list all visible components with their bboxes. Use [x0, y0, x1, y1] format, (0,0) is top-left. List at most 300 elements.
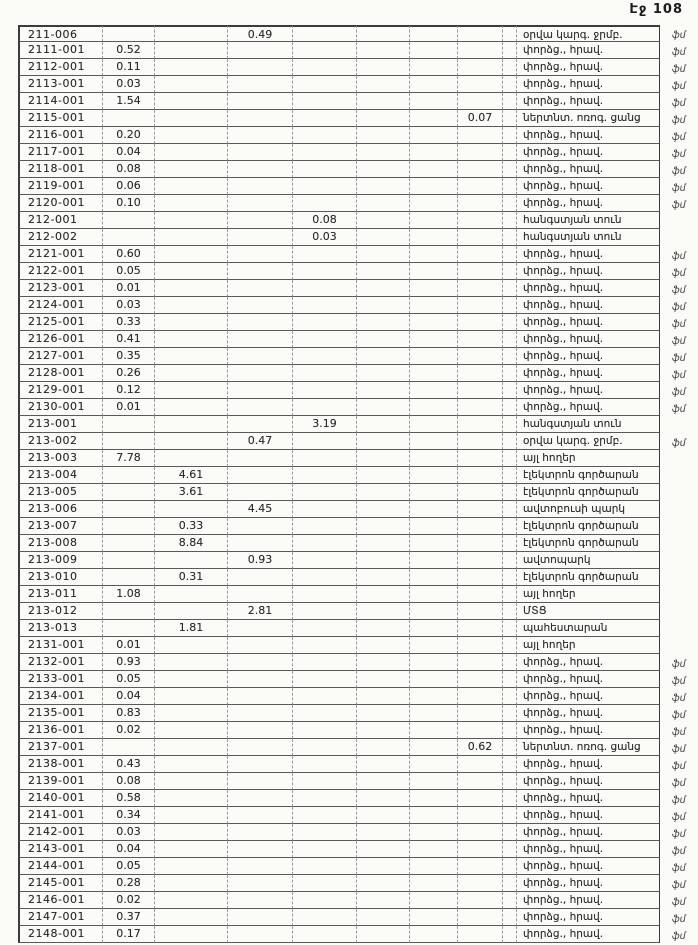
area-value-cell	[503, 552, 517, 569]
area-value-cell	[458, 518, 503, 535]
area-value-cell	[155, 892, 228, 909]
area-value-cell: 0.93	[228, 552, 293, 569]
area-value-cell	[503, 654, 517, 671]
area-value-cell: 0.37	[103, 909, 155, 926]
area-value-cell	[155, 841, 228, 858]
parcel-id-cell: 213-013	[18, 620, 103, 637]
area-value-cell	[458, 620, 503, 637]
area-value-cell	[503, 399, 517, 416]
area-value-cell	[228, 892, 293, 909]
area-value-cell	[293, 93, 357, 110]
area-value-cell	[503, 59, 517, 76]
area-value-cell: 4.45	[228, 501, 293, 518]
margin-mark: ֆմ	[672, 353, 686, 364]
area-value-cell	[458, 433, 503, 450]
area-value-cell	[458, 297, 503, 314]
area-value-cell: 0.02	[103, 892, 155, 909]
area-value-cell	[228, 484, 293, 501]
area-value-cell: 1.08	[103, 586, 155, 603]
area-value-cell	[228, 348, 293, 365]
area-value-cell	[293, 824, 357, 841]
margin-mark: ֆմ	[672, 115, 686, 126]
area-value-cell	[458, 688, 503, 705]
area-value-cell	[458, 246, 503, 263]
area-value-cell	[155, 246, 228, 263]
table-row	[18, 909, 698, 926]
area-value-cell	[410, 110, 458, 127]
area-value-cell	[155, 501, 228, 518]
area-value-cell: 0.01	[103, 637, 155, 654]
margin-mark: ֆմ	[672, 863, 686, 874]
area-value-cell	[503, 42, 517, 59]
table-row	[18, 229, 698, 246]
land-use-cell: էլեկտրոն գործարան	[517, 535, 660, 552]
area-value-cell	[228, 365, 293, 382]
area-value-cell	[410, 76, 458, 93]
area-value-cell	[357, 127, 410, 144]
area-value-cell	[503, 467, 517, 484]
land-use-cell: փորձց., հրավ.	[517, 42, 660, 59]
margin-mark	[660, 416, 698, 433]
area-value-cell	[458, 790, 503, 807]
area-value-cell	[228, 195, 293, 212]
parcel-id-cell: 2123-001	[18, 280, 103, 297]
area-value-cell: 0.06	[103, 178, 155, 195]
area-value-cell	[458, 280, 503, 297]
area-value-cell: 0.03	[103, 76, 155, 93]
margin-mark	[660, 450, 698, 467]
area-value-cell	[228, 280, 293, 297]
area-value-cell	[293, 331, 357, 348]
margin-mark: ֆմ	[672, 438, 686, 449]
area-value-cell	[155, 858, 228, 875]
area-value-cell	[503, 756, 517, 773]
area-value-cell	[410, 416, 458, 433]
parcel-id-cell: 2134-001	[18, 688, 103, 705]
land-use-cell: փորձց., հրավ.	[517, 76, 660, 93]
land-use-cell: փորձց., հրավ.	[517, 756, 660, 773]
table-row	[18, 331, 698, 348]
margin-mark: ֆմ	[672, 693, 686, 704]
margin-mark: ֆմ	[672, 778, 686, 789]
margin-mark: ֆմ	[672, 931, 686, 942]
area-value-cell	[293, 25, 357, 42]
area-value-cell	[228, 858, 293, 875]
area-value-cell	[357, 59, 410, 76]
area-value-cell	[357, 518, 410, 535]
area-value-cell	[293, 246, 357, 263]
area-value-cell	[228, 212, 293, 229]
land-use-cell: այլ հողեր	[517, 586, 660, 603]
area-value-cell	[357, 501, 410, 518]
land-use-cell: փորձց., հրավ.	[517, 314, 660, 331]
area-value-cell	[503, 824, 517, 841]
area-value-cell	[357, 144, 410, 161]
area-value-cell	[458, 756, 503, 773]
margin-mark: ֆմ	[672, 30, 686, 41]
margin-mark: ֆմ	[672, 744, 686, 755]
area-value-cell	[410, 705, 458, 722]
area-value-cell	[357, 569, 410, 586]
area-value-cell: 0.05	[103, 671, 155, 688]
table-row	[18, 280, 698, 297]
area-value-cell	[458, 909, 503, 926]
area-value-cell	[357, 484, 410, 501]
area-value-cell	[228, 637, 293, 654]
area-value-cell	[458, 127, 503, 144]
area-value-cell	[458, 416, 503, 433]
area-value-cell	[155, 722, 228, 739]
area-value-cell: 0.08	[293, 212, 357, 229]
area-value-cell: 0.41	[103, 331, 155, 348]
area-value-cell	[410, 59, 458, 76]
land-use-cell: փորձց., հրավ.	[517, 331, 660, 348]
margin-mark: ֆմ	[672, 64, 686, 75]
area-value-cell	[293, 59, 357, 76]
area-value-cell	[155, 365, 228, 382]
parcel-id-cell: 213-010	[18, 569, 103, 586]
table-row	[18, 501, 698, 518]
area-value-cell	[410, 263, 458, 280]
area-value-cell	[103, 25, 155, 42]
table-row	[18, 722, 698, 739]
area-value-cell: 0.04	[103, 144, 155, 161]
margin-mark	[660, 552, 698, 569]
area-value-cell	[357, 93, 410, 110]
area-value-cell	[228, 246, 293, 263]
table-row	[18, 858, 698, 875]
table-row	[18, 195, 698, 212]
area-value-cell: 7.78	[103, 450, 155, 467]
area-value-cell	[458, 654, 503, 671]
land-use-cell: էլեկտրոն գործարան	[517, 518, 660, 535]
area-value-cell	[410, 926, 458, 943]
area-value-cell	[155, 552, 228, 569]
area-value-cell	[103, 484, 155, 501]
margin-mark: ֆմ	[672, 166, 686, 177]
area-value-cell	[503, 535, 517, 552]
area-value-cell	[410, 212, 458, 229]
area-value-cell	[293, 756, 357, 773]
area-value-cell	[410, 144, 458, 161]
area-value-cell	[103, 467, 155, 484]
area-value-cell	[155, 603, 228, 620]
area-value-cell: 0.93	[103, 654, 155, 671]
area-value-cell	[357, 399, 410, 416]
area-value-cell	[293, 909, 357, 926]
table-row	[18, 263, 698, 280]
area-value-cell	[293, 467, 357, 484]
table-row	[18, 25, 698, 42]
parcel-id-cell: 2138-001	[18, 756, 103, 773]
area-value-cell	[503, 127, 517, 144]
parcel-id-cell: 2129-001	[18, 382, 103, 399]
area-value-cell	[228, 926, 293, 943]
land-use-cell: փորձց., հրավ.	[517, 127, 660, 144]
land-use-cell: փորձց., հրավ.	[517, 841, 660, 858]
parcel-id-cell: 2144-001	[18, 858, 103, 875]
area-value-cell	[458, 569, 503, 586]
area-value-cell	[357, 161, 410, 178]
area-value-cell: 0.26	[103, 365, 155, 382]
area-value-cell	[228, 161, 293, 178]
land-use-cell: փորձց., հրավ.	[517, 280, 660, 297]
margin-mark: ֆմ	[672, 132, 686, 143]
area-value-cell: 8.84	[155, 535, 228, 552]
area-value-cell	[503, 909, 517, 926]
area-value-cell	[155, 297, 228, 314]
area-value-cell	[410, 280, 458, 297]
area-value-cell	[155, 433, 228, 450]
area-value-cell	[155, 331, 228, 348]
area-value-cell	[228, 688, 293, 705]
area-value-cell	[458, 25, 503, 42]
table-row	[18, 518, 698, 535]
area-value-cell	[228, 127, 293, 144]
parcel-id-cell: 2113-001	[18, 76, 103, 93]
area-value-cell	[228, 535, 293, 552]
table-row	[18, 824, 698, 841]
land-use-cell: փորձց., հրավ.	[517, 382, 660, 399]
margin-mark	[660, 467, 698, 484]
area-value-cell	[155, 178, 228, 195]
area-value-cell	[458, 348, 503, 365]
area-value-cell	[357, 76, 410, 93]
area-value-cell: 1.81	[155, 620, 228, 637]
land-use-cell: փորձց., հրավ.	[517, 909, 660, 926]
land-use-cell: փորձց., հրավ.	[517, 892, 660, 909]
area-value-cell	[410, 654, 458, 671]
parcel-id-cell: 2127-001	[18, 348, 103, 365]
area-value-cell	[357, 382, 410, 399]
parcel-id-cell: 213-005	[18, 484, 103, 501]
land-use-cell: փորձց., հրավ.	[517, 824, 660, 841]
area-value-cell: 3.19	[293, 416, 357, 433]
area-value-cell	[357, 535, 410, 552]
area-value-cell	[293, 858, 357, 875]
margin-mark	[660, 586, 698, 603]
parcel-id-cell: 2111-001	[18, 42, 103, 59]
area-value-cell	[293, 705, 357, 722]
area-value-cell	[458, 263, 503, 280]
area-value-cell	[458, 365, 503, 382]
margin-mark: ֆմ	[672, 812, 686, 823]
area-value-cell	[155, 110, 228, 127]
area-value-cell	[503, 603, 517, 620]
margin-mark: ֆմ	[672, 880, 686, 891]
table-row	[18, 144, 698, 161]
area-value-cell	[103, 416, 155, 433]
area-value-cell	[293, 790, 357, 807]
area-value-cell	[503, 841, 517, 858]
area-value-cell	[228, 76, 293, 93]
margin-mark	[660, 484, 698, 501]
area-value-cell	[357, 110, 410, 127]
parcel-id-cell: 213-011	[18, 586, 103, 603]
table-row	[18, 433, 698, 450]
area-value-cell	[458, 382, 503, 399]
area-value-cell	[410, 807, 458, 824]
table-row	[18, 314, 698, 331]
area-value-cell	[103, 433, 155, 450]
parcel-id-cell: 212-002	[18, 229, 103, 246]
area-value-cell: 0.01	[103, 399, 155, 416]
land-use-cell: փորձց., հրավ.	[517, 348, 660, 365]
table-row	[18, 654, 698, 671]
area-value-cell	[155, 416, 228, 433]
area-value-cell	[155, 161, 228, 178]
area-value-cell	[503, 450, 517, 467]
land-use-cell: փորձց., հրավ.	[517, 926, 660, 943]
area-value-cell	[293, 161, 357, 178]
area-value-cell	[458, 314, 503, 331]
area-value-cell	[103, 212, 155, 229]
area-value-cell: 0.33	[155, 518, 228, 535]
land-use-cell: փորձց., հրավ.	[517, 722, 660, 739]
area-value-cell: 0.05	[103, 858, 155, 875]
margin-mark: ֆմ	[672, 319, 686, 330]
area-value-cell	[293, 654, 357, 671]
area-value-cell	[228, 467, 293, 484]
parcel-id-cell: 2148-001	[18, 926, 103, 943]
parcel-id-cell: 213-007	[18, 518, 103, 535]
area-value-cell	[458, 399, 503, 416]
area-value-cell	[410, 382, 458, 399]
area-value-cell	[103, 739, 155, 756]
area-value-cell	[458, 671, 503, 688]
area-value-cell: 0.31	[155, 569, 228, 586]
area-value-cell: 0.11	[103, 59, 155, 76]
table-row	[18, 552, 698, 569]
table-row	[18, 212, 698, 229]
area-value-cell	[503, 858, 517, 875]
area-value-cell: 3.61	[155, 484, 228, 501]
area-value-cell	[458, 637, 503, 654]
area-value-cell	[155, 212, 228, 229]
area-value-cell: 0.01	[103, 280, 155, 297]
area-value-cell	[503, 229, 517, 246]
area-value-cell	[503, 807, 517, 824]
parcel-id-cell: 2115-001	[18, 110, 103, 127]
parcel-id-cell: 2141-001	[18, 807, 103, 824]
area-value-cell	[458, 450, 503, 467]
land-use-cell: փորձց., հրավ.	[517, 161, 660, 178]
table-row	[18, 246, 698, 263]
area-value-cell	[410, 501, 458, 518]
area-value-cell	[410, 348, 458, 365]
area-value-cell	[410, 790, 458, 807]
area-value-cell	[293, 280, 357, 297]
area-value-cell	[503, 671, 517, 688]
area-value-cell: 0.08	[103, 161, 155, 178]
area-value-cell	[503, 76, 517, 93]
area-value-cell	[410, 433, 458, 450]
area-value-cell	[503, 331, 517, 348]
area-value-cell	[410, 824, 458, 841]
land-use-cell: փորձց., հրավ.	[517, 773, 660, 790]
area-value-cell	[357, 671, 410, 688]
area-value-cell	[228, 654, 293, 671]
area-value-cell: 0.35	[103, 348, 155, 365]
margin-mark: ֆմ	[672, 183, 686, 194]
land-use-cell: փորձց., հրավ.	[517, 790, 660, 807]
parcel-id-cell: 2117-001	[18, 144, 103, 161]
parcel-id-cell: 2126-001	[18, 331, 103, 348]
area-value-cell	[410, 739, 458, 756]
area-value-cell	[293, 433, 357, 450]
area-value-cell	[293, 399, 357, 416]
area-value-cell	[410, 195, 458, 212]
margin-mark: ֆմ	[672, 659, 686, 670]
area-value-cell	[155, 399, 228, 416]
margin-mark: ֆմ	[672, 710, 686, 721]
area-value-cell	[103, 110, 155, 127]
table-row	[18, 875, 698, 892]
area-value-cell	[228, 773, 293, 790]
land-use-cell: ներտնտ. ոռոգ. ցանց	[517, 110, 660, 127]
area-value-cell	[410, 722, 458, 739]
area-value-cell	[228, 824, 293, 841]
area-value-cell	[458, 807, 503, 824]
area-value-cell	[503, 280, 517, 297]
area-value-cell: 0.20	[103, 127, 155, 144]
parcel-id-cell: 213-006	[18, 501, 103, 518]
margin-mark: ֆմ	[672, 302, 686, 313]
area-value-cell	[357, 637, 410, 654]
area-value-cell: 0.83	[103, 705, 155, 722]
area-value-cell	[503, 178, 517, 195]
area-value-cell	[293, 195, 357, 212]
area-value-cell	[410, 756, 458, 773]
area-value-cell	[228, 110, 293, 127]
parcel-id-cell: 2121-001	[18, 246, 103, 263]
area-value-cell	[155, 909, 228, 926]
area-value-cell	[458, 195, 503, 212]
area-value-cell	[228, 756, 293, 773]
land-use-cell: օրվա կարգ. ջրմբ.	[517, 25, 660, 42]
area-value-cell	[155, 25, 228, 42]
land-use-cell: փորձց., հրավ.	[517, 178, 660, 195]
table-row	[18, 467, 698, 484]
parcel-id-cell: 2125-001	[18, 314, 103, 331]
area-value-cell	[357, 875, 410, 892]
area-value-cell	[155, 144, 228, 161]
area-value-cell	[357, 790, 410, 807]
area-value-cell	[357, 212, 410, 229]
area-value-cell	[155, 195, 228, 212]
area-value-cell	[155, 450, 228, 467]
land-use-cell: փորձց., հրավ.	[517, 59, 660, 76]
area-value-cell	[155, 280, 228, 297]
area-value-cell	[458, 484, 503, 501]
area-value-cell	[458, 552, 503, 569]
area-value-cell: 0.12	[103, 382, 155, 399]
area-value-cell	[228, 722, 293, 739]
land-use-cell: էլեկտրոն գործարան	[517, 484, 660, 501]
area-value-cell	[410, 331, 458, 348]
table-row	[18, 688, 698, 705]
parcel-id-cell: 2140-001	[18, 790, 103, 807]
records-table	[18, 25, 698, 943]
area-value-cell	[155, 756, 228, 773]
area-value-cell	[410, 637, 458, 654]
area-value-cell	[503, 382, 517, 399]
area-value-cell	[503, 620, 517, 637]
area-value-cell	[458, 926, 503, 943]
area-value-cell	[228, 382, 293, 399]
area-value-cell: 0.03	[103, 297, 155, 314]
area-value-cell	[503, 501, 517, 518]
